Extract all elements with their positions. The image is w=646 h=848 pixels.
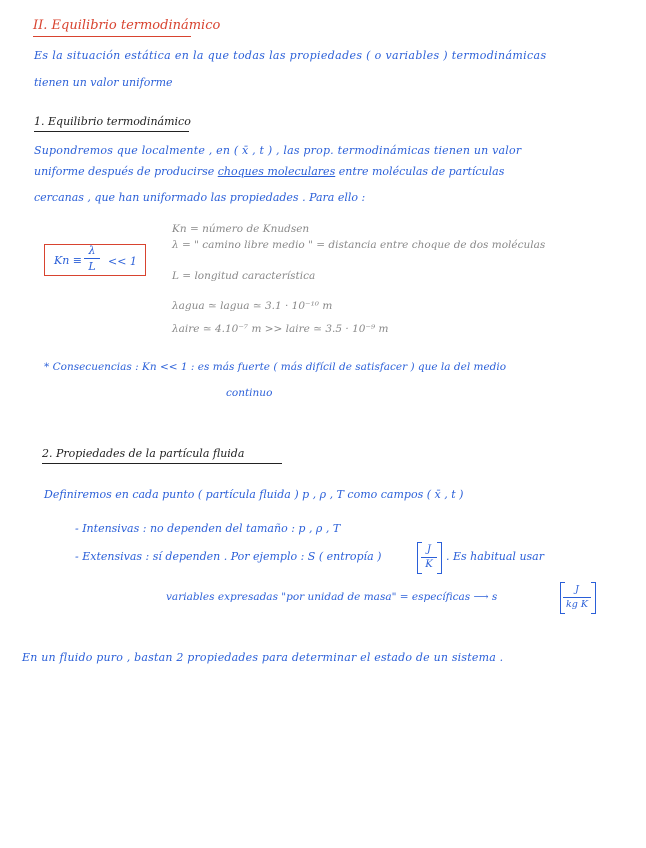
knudsen-numerator: λ — [88, 244, 96, 257]
subsection-1-underline — [34, 131, 189, 132]
def-lambda: λ = " camino libre medio " = distancia entre choque de dos moléculas — [172, 239, 546, 251]
consequences-line-1: * Consecuencias : Kn << 1 : es más fuerte ( más difícil de satisfacer ) que la del medio — [44, 361, 507, 373]
specific-unit-num: J — [575, 584, 579, 595]
entropy-unit-num: J — [426, 544, 431, 555]
knudsen-denominator: L — [88, 260, 96, 273]
def-length: L = longitud característica — [172, 270, 316, 282]
fraction-bar — [563, 597, 591, 598]
specific-unit-den: kg K — [566, 598, 588, 610]
unit-bracket-right — [591, 582, 596, 614]
knudsen-lhs: Kn ≡ — [54, 254, 83, 267]
fraction-bar — [84, 258, 100, 259]
section-title-underline — [33, 36, 191, 37]
lambda-water: λagua ≃ lagua ≃ 3.1 · 10⁻¹⁰ m — [172, 300, 333, 312]
section-title: II. Equilibrio termodinámico — [33, 18, 221, 33]
entropy-unit-den: K — [425, 559, 433, 570]
unit-bracket-right — [437, 542, 442, 574]
intro-line-1: Es la situación estática en la que todas las propiedades ( o variables ) termodinámicas — [34, 49, 547, 62]
sub1-line2-end: entre moléculas de partículas — [338, 165, 505, 178]
specific-unit — [563, 585, 591, 609]
sub2-paragraph-line-1: Definiremos en cada punto ( partícula fluida ) p , ρ , T como campos ( x̄ , t ) — [44, 488, 464, 501]
extensive-continuation: . Es habitual usar — [446, 550, 544, 563]
def-knudsen: Kn = número de Knudsen — [172, 223, 310, 235]
sub1-line2-start: uniforme después de producirse — [34, 165, 215, 178]
knudsen-fraction — [84, 245, 100, 272]
extensive-properties: - Extensivas : sí dependen . Por ejemplo : S ( entropía ) — [75, 550, 382, 563]
intensive-properties: - Intensivas : no dependen del tamaño : p , ρ , T — [75, 522, 341, 535]
subsection-1-title: 1. Equilibrio termodinámico — [34, 115, 191, 128]
conclusion-sentence: En un fluido puro , bastan 2 propiedades para determinar el estado de un sistema . — [22, 651, 504, 664]
subsection-2-title: 2. Propiedades de la partícula fluida — [42, 447, 245, 460]
lambda-air: λaire ≃ 4.10⁻⁷ m >> laire ≃ 3.5 · 10⁻⁹ m — [172, 323, 389, 335]
intro-line-2: tienen un valor uniforme — [34, 76, 173, 89]
entropy-unit — [421, 545, 437, 570]
fraction-bar — [421, 557, 437, 558]
subsection-2-underline — [42, 463, 282, 464]
sub1-paragraph-line-1: Supondremos que localmente , en ( x̄ , t ) , las prop. termodinámicas tienen un valor — [34, 144, 522, 157]
sub1-paragraph-line-2 — [34, 166, 504, 177]
consequences-line-2: continuo — [226, 387, 273, 399]
specific-variables-line: variables expresadas "por unidad de masa" = específicas ⟶ s — [166, 591, 498, 603]
sub1-paragraph-line-3: cercanas , que han uniformado las propiedades . Para ello : — [34, 191, 366, 204]
knudsen-rhs: << 1 — [108, 255, 137, 268]
choques-moleculares-term: choques moleculares — [217, 165, 336, 178]
